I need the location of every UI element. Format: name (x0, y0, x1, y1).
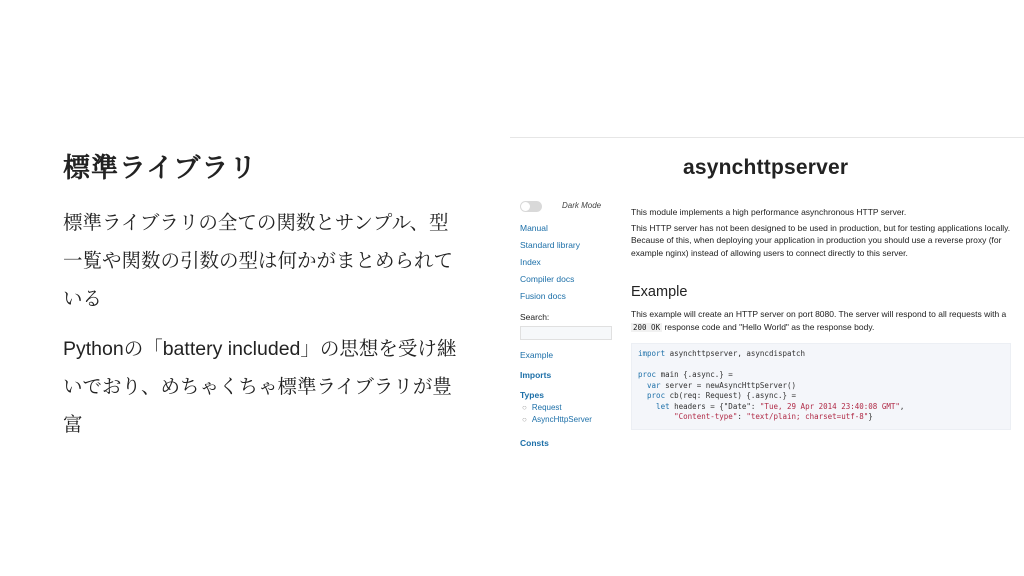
toc-type-asynchttpserver-label: AsyncHttpServer (531, 415, 592, 424)
doc-paragraph-3-pre: This example will create an HTTP server on port 8080. The server will respond to all requests with a (631, 308, 1007, 319)
slide-paragraph-2: Pythonの「battery included」の思想を受け継いでおり、めちゃくちゃ標準ライブラリが豊富 (63, 338, 457, 436)
code-text: main {.async.} = (656, 370, 733, 380)
toc-types[interactable]: Types (520, 390, 544, 400)
doc-title: asynchttpserver (683, 156, 849, 179)
code-text: headers = {"Date": (669, 401, 760, 411)
code-keyword: proc (638, 370, 657, 380)
example-heading: Example (631, 284, 688, 301)
bullet-icon: ○ (522, 415, 527, 424)
dark-mode-toggle[interactable] (520, 201, 542, 212)
dark-mode-label: Dark Mode (562, 201, 602, 210)
sidebar-link-manual[interactable]: Manual (520, 223, 548, 233)
code-string: "text/plain; charset=utf-8" (746, 412, 869, 422)
dark-mode-row (520, 200, 630, 214)
doc-paragraph-1: This module implements a high performance asynchronous HTTP server. (631, 207, 907, 217)
search-input[interactable] (520, 326, 612, 340)
sidebar-link-compiler-docs[interactable]: Compiler docs (520, 274, 575, 284)
slide-body (63, 204, 463, 456)
doc-paragraph-3 (631, 308, 1011, 334)
code-keyword: import (638, 349, 666, 359)
doc-paragraph-3-post: response code and "Hello World" as the response body. (664, 321, 875, 332)
search-label: Search: (520, 312, 550, 322)
bullet-icon: ○ (522, 403, 527, 412)
inline-code-200-ok: 200 OK (633, 322, 661, 332)
sidebar-link-index[interactable]: Index (520, 257, 541, 267)
code-string: "Content-type" (638, 412, 738, 422)
sidebar-link-standard-library[interactable]: Standard library (520, 240, 581, 250)
slide-title: 標準ライブラリ (63, 153, 258, 184)
toc-type-asynchttpserver[interactable] (520, 415, 630, 424)
toc-type-request-label: Request (531, 403, 562, 412)
toc-imports[interactable]: Imports (520, 370, 552, 380)
code-block (631, 343, 1011, 430)
code-text: server = newAsyncHttpServer() (660, 380, 797, 390)
toc-example[interactable]: Example (520, 350, 554, 360)
code-keyword: var (638, 380, 661, 390)
toc-consts[interactable]: Consts (520, 438, 549, 448)
code-text: : (737, 412, 747, 422)
doc-paragraph-2: This HTTP server has not been designed to be used in production, but for testing applications locally. Because of this, when deploying your application in production you should use a reverse proxy (for example nginx) instead of allowing users to connect directly to this server. (631, 222, 1011, 258)
docs-sidebar (520, 200, 630, 448)
code-text: , (899, 401, 905, 411)
code-keyword: proc (638, 391, 666, 401)
doc-content (631, 206, 1011, 430)
sidebar-link-fusion-docs[interactable]: Fusion docs (520, 291, 566, 301)
slide-paragraph-1: 標準ライブラリの全ての関数とサンプル、型一覧や関数の引数の型は何かがまとめられている (63, 211, 454, 310)
code-text: } (868, 412, 873, 422)
code-text: asynchttpserver, asyncdispatch (665, 349, 806, 359)
code-string: "Tue, 29 Apr 2014 23:40:08 GMT" (759, 401, 900, 411)
docs-screenshot (510, 137, 1024, 448)
toc-type-request[interactable] (520, 403, 630, 412)
code-text: cb(req: Request) {.async.} = (665, 391, 797, 401)
code-keyword: let (638, 401, 670, 411)
